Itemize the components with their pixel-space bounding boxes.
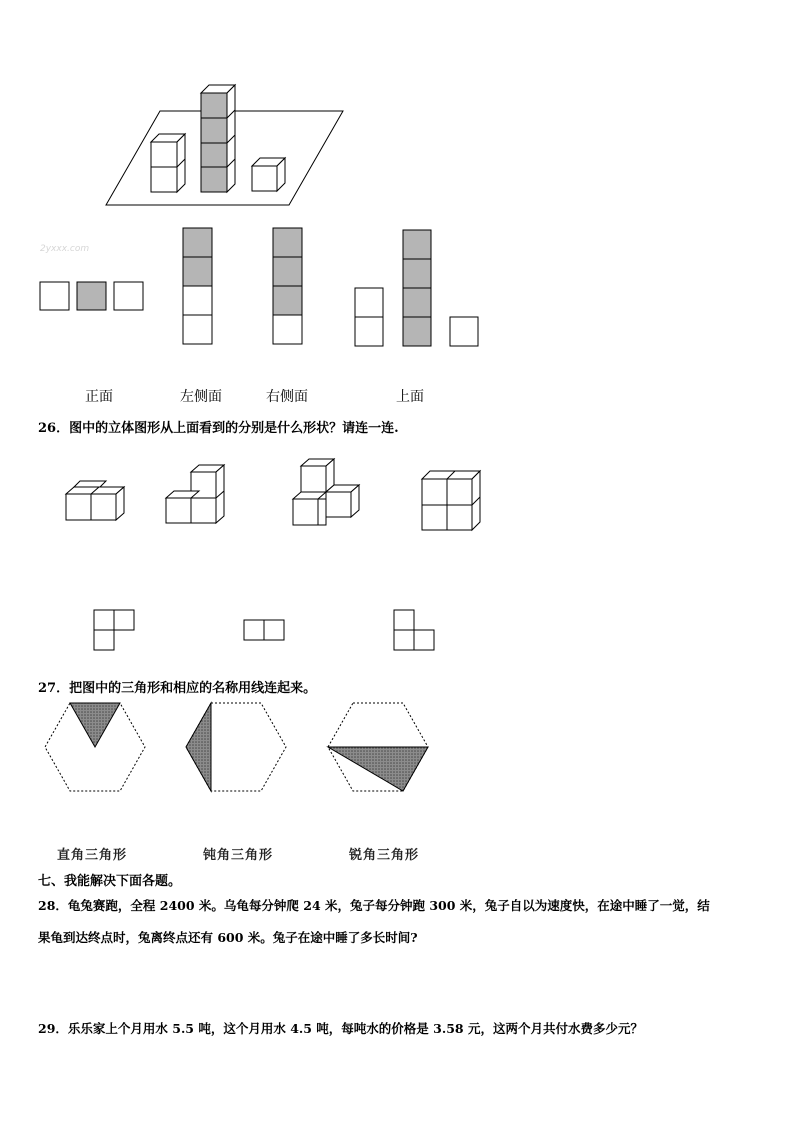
- solid-3: [293, 459, 359, 525]
- label-obtuse-triangle: 钝角三角形: [203, 848, 274, 863]
- label-acute-triangle: 锐角三角形: [349, 848, 420, 863]
- label-left-side: 左侧面: [180, 389, 222, 405]
- label-right-triangle: 直角三角形: [57, 848, 128, 863]
- top-shape-1: [94, 610, 134, 650]
- hexagon-3: [328, 703, 428, 791]
- top-shape-3: [394, 610, 434, 650]
- label-right-side: 右侧面: [266, 389, 308, 405]
- hexagon-1: [45, 703, 145, 791]
- solid-4: [422, 471, 480, 530]
- question-27: 27．把图中的三角形和相应的名称用线连起来。: [38, 681, 317, 696]
- label-top: 上面: [396, 389, 424, 405]
- section-7-heading: 七、我能解决下面各题。: [38, 874, 182, 889]
- watermark-text: 2yxxx.com: [40, 244, 90, 254]
- question-26: 26．图中的立体图形从上面看到的分别是什么形状？请连一连.: [38, 421, 399, 436]
- hexagon-2: [186, 703, 286, 791]
- question-28-line-2: 果龟到达终点时，兔离终点还有 600 米。兔子在途中睡了多长时间?: [38, 930, 418, 945]
- question-28-line-1: 28．龟兔赛跑，全程 2400 米。乌龟每分钟爬 24 米，兔子每分钟跑 300 米，兔子自以为速度快，在途中睡了一觉，结: [38, 898, 710, 913]
- solid-1: [66, 481, 124, 520]
- solid-2: [166, 465, 224, 523]
- label-front: 正面: [85, 389, 113, 405]
- question-29: 29．乐乐家上个月用水 5.5 吨，这个月用水 4.5 吨，每吨水的价格是 3.58 元，这两个月共付水费多少元？: [38, 1021, 643, 1036]
- top-shape-2: [244, 620, 284, 640]
